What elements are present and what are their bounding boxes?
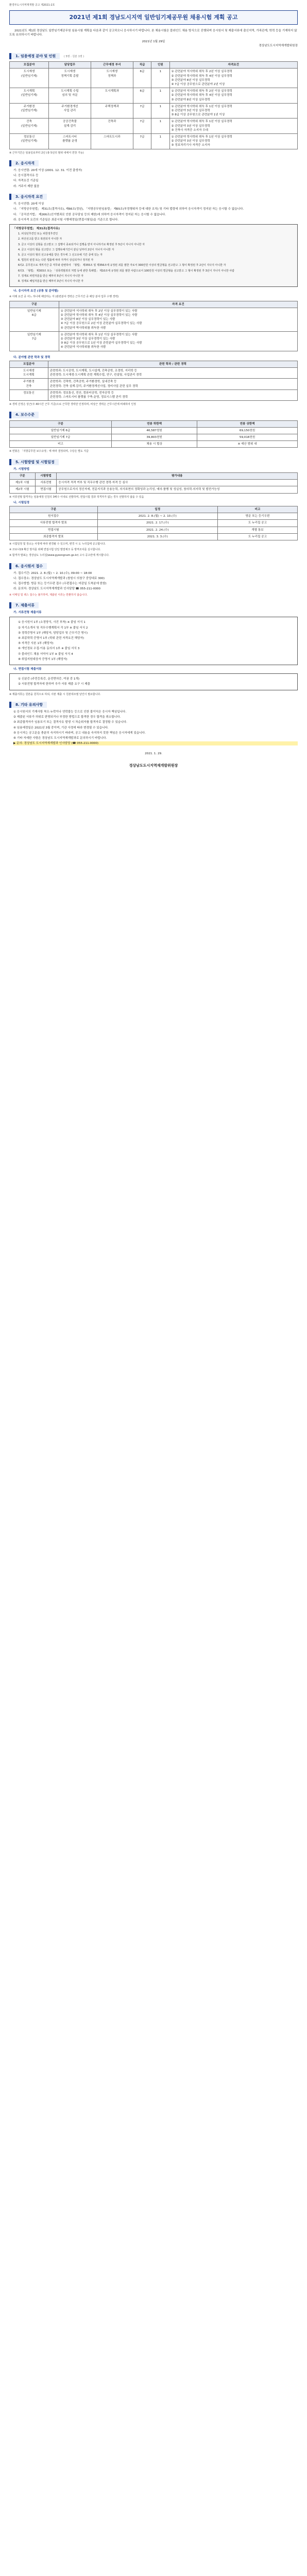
document-page [9,0,298,768]
table-cell: 주거환경 건축 [10,379,48,389]
section-1-sub: ( 5명 : 원본 1명 ) [63,55,84,59]
section-4-heading: 4. 보수수준 [9,412,39,418]
table-cell: 일반임기제 7급 [10,331,59,351]
positions-table [9,61,298,149]
table-cell: ① 관련분야 석사학위 취득 후 2년 이상 실무경력 ② 관련분야 학사학위 취득 후 4년 이상 실무경력 ③ 관련분야 8년 이상 실무경력 ④ 7급 이상 공무원으로 관련분야 2년 이상 [169,69,298,88]
table-cell: ① 관련분야 석사학위 취득 후 2년 이상 실무경력이 있는 사람 ② 관련분야 학사학위 취득 후 4년 이상 실무경력이 있는 사람 ③ 관련분야 8년 이상 실무경력이 있는 사람 ④ 7급 이상 공무원으로 2년 이상 관련분야 실무경력이 있는 사람 ⑤ 관련분야 박사학위를 취득한 사람 [59,308,297,331]
disqualification-item: 6의3. 「형법」 제303조 또는 「성폭력범죄의 처벌 등에 관한 특례법」 제10조에 규정된 죄를 범한 사람으로서 100만원 이상의 벌금형을 선고받고 그 형이 확정된 후 3년이 지나지 아니한 사람 [18,269,234,273]
document-item: ① 응시원서 1부 (소정양식, 사진 부착) ※ 붙임 서식 1 [18,621,86,624]
disqualification-item: 6. 법원의 판결 또는 다른 법률에 따라 자격이 상실되거나 정지된 자 [18,259,94,262]
table-cell: 스마트도시과 [91,134,133,149]
table-cell: 제2차 시험 [10,486,36,493]
section-6-note: ※ 이메일 및 팩스 접수는 불가하며, 제출된 서류는 반환하지 않습니다. [9,593,88,597]
table-cell: 1 [151,88,169,104]
requirement-table [9,301,298,351]
table-cell: 46,587천원 [111,427,197,434]
table-cell: 건축과 [91,118,133,134]
column-header: 비고 [218,506,298,513]
top-meta: 환경부도시지역재개발 공고 제2021-2호 [9,4,55,7]
table-cell: 1 [151,69,169,88]
table-cell: 2021. 2. 17.(수) [97,520,217,527]
table-cell: 제1차 시험 [10,480,36,486]
column-header: 연봉 하한액 [111,420,197,427]
column-header: 직급 [133,62,151,69]
table-cell: ① 관련분야 학사학위 취득 후 1년 이상 실무경력이 있는 사람 ② 관련분야 3년 이상 실무경력이 있는 사람 ③ 8급 이상 공무원으로 1년 이상 관련분야 실무경력이 있는 사람 ④ 관련분야 석사학위를 취득한 사람 [59,331,297,351]
table-cell: 정보통신 (일반임기제) [10,134,49,149]
table-cell: 2021. 2. 24.(수) [97,527,217,533]
table-cell: 개별 통보 [218,527,298,533]
table-row [10,88,298,104]
table-cell: 스마트시티 플랫폼 운영 [49,134,91,149]
document-item: ⑦ 블라인드 채용 서약서 1부 ※ 붙임 서식 4 [18,652,73,656]
list-item: ⑥ 기타 자세한 사항은 경상남도 도시지역재개발과로 문의하시기 바랍니다. [13,736,107,740]
table-row [10,367,298,378]
section-1 [9,53,298,59]
document-title: 2021년 제1회 경남도시지역 일반임기제공무원 채용시험 계획 공고 [69,14,238,21]
section-2-heading: 2. 응시자격 [9,160,39,166]
table-cell: 2021. 3. 3.(수) [97,533,217,540]
requirement-note: ※ 아래 요건 중 어느 하나에 해당하는 자 (관련분야 경력은 근무기간 중 해당 분야 업무 수행 경력) [9,295,119,299]
column-header: 담당업무 [49,62,91,69]
list-item: 가. 접수기간: 2021. 2. 8.(월) ~ 2. 10.(수), 09:00 ~ 18:00 [13,571,92,575]
section-1-heading: 1. 임용예정 분야 및 인원 [9,53,60,59]
list-item: 가. 응시연령: 20세 이상 (2001. 12. 31. 이전 출생자) [13,169,82,173]
table-cell: 39,803천원 [111,434,197,441]
table-cell: 도시재생 도시계획 [10,367,48,378]
title-box [9,10,298,25]
column-header: 자격 요건 [59,301,297,308]
list-item: 라. 거주지 제한 없음 [13,184,40,188]
table-cell: 도시재생 (일반임기제) [10,69,49,88]
table-row [10,533,298,540]
table-cell: 방문 또는 등기우편 [218,513,298,520]
section-8 [9,702,298,708]
document-item: ③ 경력증명서 1부 (해당자, 담당업무 및 근무기간 명시) [18,631,88,635]
table-cell: 원서접수 [10,513,98,520]
column-header: 구분 [10,301,59,308]
section-1-note: ※ 근무기간은 임용일로부터 2년 (총 5년의 범위 내에서 연장 가능) [9,151,84,155]
column-header: 구분 [10,420,112,427]
column-header: 구분 [10,473,36,480]
column-header: 모집분야 [10,62,49,69]
table-cell: 7급 [133,134,151,149]
list-item: ① 응시원서의 기재사항 착오·누락이나 연락불능 등으로 인한 불이익은 응시자 책임입니다. [13,710,127,714]
schedule-table [9,506,298,540]
schedule-note: ※ 코로나19 확산 방지를 위해 면접시험 당일 발열체크 등 방역조치를 실시합니다. [9,548,101,552]
section-5 [9,459,298,465]
section-3 [9,194,298,200]
docs-box [9,617,298,665]
list-item: 다. 자격요건 기준일 [13,179,39,183]
column-header: 평가내용 [57,473,298,480]
section-3-heading: 3. 응시자격 요건 [9,194,47,200]
table-row [10,331,298,351]
list-item: 가. 응시연령: 20세 이상 [13,202,44,206]
disqualification-item: 3. 금고 이상의 실형을 선고받고 그 집행이 종료되거나 집행을 받지 아니하기로 확정된 후 5년이 지나지 아니한 자 [18,243,145,246]
document-item: ② 자기소개서 및 직무수행계획서 각 1부 ※ 붙임 서식 2 [18,626,88,630]
column-header: 연봉 상한액 [197,420,298,427]
table-cell: ① 관련분야 석사학위 취득 후 2년 이상 실무경력 ② 관련분야 학사학위 취득 후 4년 이상 실무경력 ③ 관련분야 8년 이상 실무경력 [169,88,298,104]
section-7 [9,602,298,608]
section-6-heading: 6. 응시원서 접수 [9,563,47,569]
list-item: 라. 문의처: 경상남도 도시지역재개발과 인사담당 ☎ 055-211-0000 [13,587,100,591]
table-row [10,513,298,520]
column-header: 인원 [151,62,169,69]
table-cell: 6급 [133,69,151,88]
document-item: ④ 최종학력 증명서 1부 (학위 관련 자격요건 해당자) [18,636,84,640]
table-cell: 7급 [133,103,151,118]
column-header: 구분 [10,506,98,513]
requirement-heading: 나. 응시자격 요건 (공통 및 분야별) [13,290,59,293]
table-cell: 도 누리집 공고 [218,533,298,540]
document-item: ⑧ 취업지원대상자 증명서 1부 (해당자) [18,657,67,661]
column-header: 시험방법 [35,473,57,480]
disqualification-item: 2. 파산선고를 받고 복권되지 아니한 자 [18,238,62,241]
table-row [10,308,298,331]
field-table [9,361,298,401]
disqualification-item: 8. 징계로 해임처분을 받은 때부터 3년이 지나지 아니한 자 [18,279,83,283]
footer-issuer: 경상남도도시지역재개발위원장 [129,763,178,768]
table-cell: 일반임기제 6급 [10,427,112,434]
column-header: 관련 학과 / 관련 경력 [48,361,297,367]
list-item: ③ 최종합격자가 임용포기 또는 결격사유 발생 시 차순위자를 합격자로 결정할 수 있습니다. [13,721,127,724]
table-cell: 정보통신 [10,389,48,400]
list-item: ② 제출된 서류가 허위로 판명되거나 부정한 방법으로 합격한 경우 합격을 취소합니다. [13,716,121,719]
table-row [10,69,298,88]
table-cell: 채용 시 협상 [111,441,197,448]
lead-paragraph: 2021년도 제1회 경상남도 일반임기제공무원 임용시험 계획을 다음과 같이 공고하오니 응시하시기 바랍니다. 본 채용시험은 블라인드 채용 방식으로 진행되며 응시원서 및 제출서류에 출신지역, 가족관계, 학력 등을 기재하지 않도록 유의하시기 바랍니다. [9,29,297,37]
list-item: ④ 임용예정일은 2021년 3월 중이며, 기관 사정에 따라 변경될 수 있습니다. [13,726,109,730]
docs-subheading: 가. 서류전형 제출서류 [13,611,42,615]
schedule-subheading: 나. 시험일정 [13,501,30,504]
table-cell: 응시자격 적격 여부 및 직무수행 관련 경력·자격 등 심사 [57,480,298,486]
table-cell: 도 누리집 공고 [218,520,298,527]
schedule-note: ※ 합격자 발표는 경상남도 누리집(www.gyeongnam.go.kr) 고시·공고란에 게시합니다. [9,554,110,557]
document-item: ② 서류전형 합격자에 한하여 추가 서류 제출 요구 시 제출 [18,683,90,686]
list-item: 나. 응시결격사유 등 [13,174,39,178]
section-2 [9,160,298,166]
table-row [10,527,298,533]
list-item: 다. 접수방법: 방문 또는 등기우편 접수 (우편접수는 마감일 도착분에 한함) [13,582,107,586]
table-cell: 공무원으로서의 정신자세, 전문지식과 응용능력, 의사표현의 정확성과 논리성, 예의·품행 및 성실성, 창의력·의지력 및 발전가능성 [57,486,298,493]
table-row [10,379,298,389]
table-cell: 7급 [133,118,151,134]
table-cell: 도시재생 정책과 [91,69,133,88]
table-cell: ① 관련분야 학사학위 취득 후 1년 이상 실무경력 ② 관련분야 3년 이상 실무경력 ③ 정보처리기사 자격증 소지자 [169,134,298,149]
table-cell: 일반임기제 7급 [10,434,112,441]
table-cell: 면접시험 [35,486,57,493]
disqualification-title: 「지방공무원법」 제31조(결격사유) [13,227,60,230]
field-heading: 다. 분야별 관련 학과 및 경력 [13,355,50,359]
date-line: 2021년 1월 29일 [142,40,165,43]
salary-table [9,420,298,448]
section-4 [9,412,298,418]
disqualification-item: 1. 피성년후견인 또는 피한정후견인 [18,232,58,236]
table-cell: 최종합격자 발표 [10,533,98,540]
document-item: ⑤ 자격증 사본 1부 (해당자) [18,642,54,646]
section-5-heading: 5. 시험방법 및 시험일정 [9,459,59,465]
section-7-note: ※ 제출서류는 원본을 원칙으로 하되, 사본 제출 시 원본대조필 날인이 필요합니다. [9,692,101,696]
contact-line: ▶ 문의: 경상남도 도시지역재개발과 인사담당 (☎ 055-211-0000) [13,741,298,745]
footer-date: 2021. 1. 29. [145,752,162,756]
table-cell: 비고 [10,441,112,448]
column-header: 근무예정 부서 [91,62,133,69]
list-item: 나. 접수장소: 경상남도 도시지역재개발과 (창원시 의창구 중앙대로 300) [13,577,105,581]
column-header: 모집분야 [10,361,48,367]
disqualification-box [9,224,298,287]
table-cell: 1 [151,103,169,118]
table-cell: 도시재생 정책기획 총괄 [49,69,91,88]
table-row [10,520,298,527]
table-cell: ① 관련분야 학사학위 취득 후 1년 이상 실무경력 ② 관련분야 3년 이상 실무경력 ③ 건축사 자격증 소지자 우대 [169,118,298,134]
disqualification-item: 5. 금고 이상의 형의 선고유예를 받은 경우에 그 선고유예 기간 중에 있는 자 [18,253,103,257]
table-row [10,118,298,134]
table-cell: 1 [151,118,169,134]
disqualification-item: 4. 금고 이상의 형을 선고받고 그 집행유예기간이 끝난 날부터 2년이 지나지 아니한 자 [18,248,114,251]
table-row [10,134,298,149]
docs2-box [9,673,298,690]
table-cell: 관련학과: 정보통신, 전산, 컴퓨터공학, 전자공학 등 관련경력: 스마트시티 플랫폼 구축·운영, 정보시스템 관리 경력 [48,389,297,400]
method-table [9,472,298,494]
section-6 [9,563,298,569]
field-note: ※ 경력 산정은 상근(주 40시간 근무 기준)으로 근무한 경력만 인정하며, 비상근 경력은 근무시간에 비례하여 인정 [9,403,136,406]
table-cell: 관련학과: 건축학, 건축공학, 주거환경학, 실내건축 등 관련경력: 건축 설계·감리, 주거환경개선사업, 정비사업 관련 실무 경력 [48,379,297,389]
method-note: ※ 서류전형 합격자는 임용예정 인원의 3배수 이내로 선발하며, 면접시험 결과 적격자가 없는 경우 선발하지 않을 수 있음 [9,495,144,499]
table-cell: 주택정책과 [91,103,133,118]
table-row [10,389,298,400]
table-cell: 서류전형 [35,480,57,486]
table-cell: 서류전형 합격자 발표 [10,520,98,527]
table-row [10,103,298,118]
table-cell: 2021. 2. 8.(월) ~ 2. 10.(수) [97,513,217,520]
disqualification-item: 6의2. 공무원으로 재직기간 중 직무와 관련하여 「형법」 제355조 및 제356조에 규정된 죄를 범한 자로서 300만원 이상의 벌금형을 선고받고 그 형이 확정된 후 2년이 지나지 아니한 자 [18,264,226,267]
column-header: 자격요건 [169,62,298,69]
table-cell: 6급 [133,88,151,104]
table-cell: 공공건축물 설계·감리 [49,118,91,134]
table-cell: 도시계획 수립 심의 및 자문 [49,88,91,104]
table-cell: ① 관련분야 학사학위 취득 후 1년 이상 실무경력 ② 관련분야 3년 이상 실무경력 ③ 8급 이상 공무원으로 관련분야 1년 이상 [169,103,298,118]
table-cell: 69,150천원 [197,427,298,434]
column-header: 일정 [97,506,217,513]
salary-note: ※ 연봉은 「지방공무원 보수규정」에 따라 결정되며, 수당은 별도 지급 [9,450,89,453]
table-row [10,434,298,441]
disqualification-item: 7. 징계로 파면처분을 받은 때부터 5년이 지나지 아니한 자 [18,274,83,278]
table-cell: 관련학과: 도시공학, 도시계획, 도시설계, 건축공학, 조경학, 지리학 등 관련경력: 도시재생·도시계획 관련 계획수립, 연구, 컨설팅, 사업관리 경력 [48,367,297,378]
document-item: ⑥ 개인정보 수집·이용 동의서 1부 ※ 붙임 서식 3 [18,647,80,651]
table-cell: 59,018천원 [197,434,298,441]
list-item: ⑤ 응시자는 공고문을 충분히 숙지하시기 바라며, 공고 내용을 숙지하지 못한 책임은 응시자에게 있습니다. [13,731,146,735]
table-row [10,480,298,486]
table-cell: 일반임기제 6급 [10,308,59,331]
table-cell: 도시계획 (일반임기제) [10,88,49,104]
table-cell: 면접시험 [10,527,98,533]
table-cell: 1 [151,134,169,149]
table-cell: 도시계획과 [91,88,133,104]
document-item: ① 신분증 (주민등록증, 운전면허증, 여권 중 1개) [18,677,80,681]
section-7-heading: 7. 제출서류 [9,602,39,608]
schedule-note: ※ 시험일정 및 장소는 사정에 따라 변경될 수 있으며, 변경 시 도 누리집에 공고합니다. [9,543,106,546]
table-cell: 주거환경개선 사업 관리 [49,103,91,118]
table-cell: 건축 (일반임기제) [10,118,49,134]
table-cell: ※ 예산 범위 내 [197,441,298,448]
section-8-heading: 8. 기타 유의사항 [9,702,47,708]
list-item: 라. 응시자격 요건의 기준일은 최종시험 시행예정일(면접시험일)을 기준으로 합니다. [13,218,119,222]
table-row [10,441,298,448]
list-item: 다. 「공직선거법」 제266조(선거범죄로 인한 공무담임 등의 제한)에 의하여 응시자격이 정지된 자는 응시할 수 없습니다. [13,213,166,216]
table-cell: 주거환경 (일반임기제) [10,103,49,118]
table-row [10,486,298,493]
list-item: 나. 「지방공무원법」 제31조(결격사유), 제66조(정년), 「지방공무원임용령」 제65조(부정행위자 등에 대한 조치) 및 기타 법령에 의하여 응시자격이 정지된 자는 응시할 수 없습니다. [13,208,244,211]
method-subheading: 가. 시험방법 [13,467,30,471]
table-row [10,427,298,434]
docs2-subheading: 나. 면접시험 제출서류 [13,667,42,671]
issuer: 경상남도도시지역재개발위원장 [259,44,298,47]
